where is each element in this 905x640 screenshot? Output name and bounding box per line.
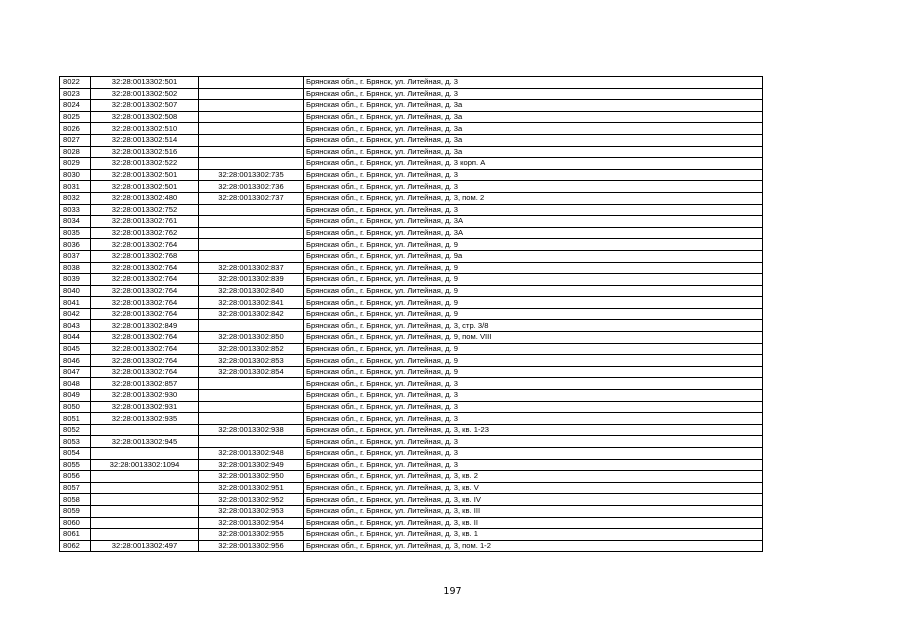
table-row (60, 320, 763, 332)
address-cell: Брянская обл., г. Брянск, ул. Литейная, д. 3 (304, 204, 763, 216)
related-cadastral-number-cell (199, 390, 304, 402)
cadastral-number-cell (91, 529, 199, 541)
table-row (60, 100, 763, 112)
address-cell: Брянская обл., г. Брянск, ул. Литейная, д. 9 (304, 262, 763, 274)
address-cell: Брянская обл., г. Брянск, ул. Литейная, д. 3а (304, 111, 763, 123)
table-row (60, 88, 763, 100)
related-cadastral-number-cell (199, 111, 304, 123)
cadastral-number-cell: 32:28:0013302:930 (91, 390, 199, 402)
related-cadastral-number-cell (199, 436, 304, 448)
table-row (60, 123, 763, 135)
table-row (60, 134, 763, 146)
table-body (60, 77, 763, 552)
table-row (60, 355, 763, 367)
cadastral-number-cell: 32:28:0013302:522 (91, 158, 199, 170)
related-cadastral-number-cell: 32:28:0013302:735 (199, 169, 304, 181)
address-cell: Брянская обл., г. Брянск, ул. Литейная, д. 9 (304, 366, 763, 378)
address-cell: Брянская обл., г. Брянск, ул. Литейная, д. 9 (304, 343, 763, 355)
row-number-cell: 8039 (60, 274, 91, 286)
table-row (60, 146, 763, 158)
related-cadastral-number-cell (199, 158, 304, 170)
row-number-cell: 8056 (60, 471, 91, 483)
row-number-cell: 8025 (60, 111, 91, 123)
related-cadastral-number-cell: 32:28:0013302:850 (199, 332, 304, 344)
cadastral-number-cell: 32:28:0013302:752 (91, 204, 199, 216)
related-cadastral-number-cell (199, 100, 304, 112)
row-number-cell: 8047 (60, 366, 91, 378)
cadastral-number-cell (91, 494, 199, 506)
row-number-cell: 8041 (60, 297, 91, 309)
cadastral-number-cell: 32:28:0013302:764 (91, 343, 199, 355)
row-number-cell: 8036 (60, 239, 91, 251)
address-cell: Брянская обл., г. Брянск, ул. Литейная, д. 3, кв. II (304, 517, 763, 529)
cadastral-number-cell: 32:28:0013302:497 (91, 540, 199, 552)
row-number-cell: 8040 (60, 285, 91, 297)
cadastral-number-cell (91, 505, 199, 517)
address-cell: Брянская обл., г. Брянск, ул. Литейная, д. 3 (304, 378, 763, 390)
cadastral-number-cell: 32:28:0013302:761 (91, 216, 199, 228)
address-cell: Брянская обл., г. Брянск, ул. Литейная, д. 3, пом. 2 (304, 192, 763, 204)
row-number-cell: 8042 (60, 308, 91, 320)
cadastral-number-cell: 32:28:0013302:762 (91, 227, 199, 239)
address-cell: Брянская обл., г. Брянск, ул. Литейная, д. 3а (304, 146, 763, 158)
cadastral-number-cell: 32:28:0013302:768 (91, 250, 199, 262)
address-cell: Брянская обл., г. Брянск, ул. Литейная, д. 3, кв. 1 (304, 529, 763, 541)
related-cadastral-number-cell (199, 320, 304, 332)
address-cell: Брянская обл., г. Брянск, ул. Литейная, д. 3 (304, 390, 763, 402)
table-row (60, 540, 763, 552)
row-number-cell: 8049 (60, 390, 91, 402)
related-cadastral-number-cell (199, 146, 304, 158)
related-cadastral-number-cell: 32:28:0013302:853 (199, 355, 304, 367)
cadastral-number-cell (91, 482, 199, 494)
related-cadastral-number-cell: 32:28:0013302:837 (199, 262, 304, 274)
cadastral-number-cell: 32:28:0013302:764 (91, 355, 199, 367)
table-row (60, 239, 763, 251)
table-row (60, 517, 763, 529)
cadastral-number-cell: 32:28:0013302:764 (91, 274, 199, 286)
row-number-cell: 8057 (60, 482, 91, 494)
address-cell: Брянская обл., г. Брянск, ул. Литейная, д. 9 (304, 239, 763, 251)
related-cadastral-number-cell: 32:28:0013302:842 (199, 308, 304, 320)
address-cell: Брянская обл., г. Брянск, ул. Литейная, д. 3А (304, 227, 763, 239)
related-cadastral-number-cell: 32:28:0013302:841 (199, 297, 304, 309)
cadastral-number-cell (91, 448, 199, 460)
address-cell: Брянская обл., г. Брянск, ул. Литейная, д. 3 (304, 169, 763, 181)
row-number-cell: 8026 (60, 123, 91, 135)
related-cadastral-number-cell: 32:28:0013302:736 (199, 181, 304, 193)
cadastral-number-cell: 32:28:0013302:1094 (91, 459, 199, 471)
related-cadastral-number-cell: 32:28:0013302:955 (199, 529, 304, 541)
cadastral-number-cell: 32:28:0013302:764 (91, 308, 199, 320)
table-row (60, 227, 763, 239)
related-cadastral-number-cell: 32:28:0013302:951 (199, 482, 304, 494)
related-cadastral-number-cell: 32:28:0013302:839 (199, 274, 304, 286)
cadastral-number-cell: 32:28:0013302:764 (91, 366, 199, 378)
row-number-cell: 8059 (60, 505, 91, 517)
related-cadastral-number-cell: 32:28:0013302:953 (199, 505, 304, 517)
table-row (60, 505, 763, 517)
cadastral-number-cell (91, 471, 199, 483)
row-number-cell: 8062 (60, 540, 91, 552)
table-row (60, 459, 763, 471)
row-number-cell: 8058 (60, 494, 91, 506)
related-cadastral-number-cell: 32:28:0013302:948 (199, 448, 304, 460)
address-cell: Брянская обл., г. Брянск, ул. Литейная, д. 3, кв. III (304, 505, 763, 517)
cadastral-number-cell: 32:28:0013302:764 (91, 332, 199, 344)
cadastral-number-cell: 32:28:0013302:510 (91, 123, 199, 135)
cadastral-number-cell: 32:28:0013302:516 (91, 146, 199, 158)
address-cell: Брянская обл., г. Брянск, ул. Литейная, д. 3 корп. А (304, 158, 763, 170)
row-number-cell: 8031 (60, 181, 91, 193)
related-cadastral-number-cell (199, 413, 304, 425)
row-number-cell: 8028 (60, 146, 91, 158)
row-number-cell: 8061 (60, 529, 91, 541)
related-cadastral-number-cell (199, 123, 304, 135)
address-cell: Брянская обл., г. Брянск, ул. Литейная, д. 3 (304, 436, 763, 448)
related-cadastral-number-cell (199, 88, 304, 100)
address-cell: Брянская обл., г. Брянск, ул. Литейная, д. 3 (304, 181, 763, 193)
address-cell: Брянская обл., г. Брянск, ул. Литейная, д. 3а (304, 134, 763, 146)
address-cell: Брянская обл., г. Брянск, ул. Литейная, д. 3 (304, 88, 763, 100)
table-row (60, 111, 763, 123)
row-number-cell: 8024 (60, 100, 91, 112)
related-cadastral-number-cell: 32:28:0013302:854 (199, 366, 304, 378)
cadastral-number-cell: 32:28:0013302:501 (91, 169, 199, 181)
cadastral-number-cell: 32:28:0013302:508 (91, 111, 199, 123)
related-cadastral-number-cell: 32:28:0013302:952 (199, 494, 304, 506)
address-cell: Брянская обл., г. Брянск, ул. Литейная, д. 3, стр. 3/8 (304, 320, 763, 332)
address-cell: Брянская обл., г. Брянск, ул. Литейная, д. 9 (304, 355, 763, 367)
table-row (60, 448, 763, 460)
related-cadastral-number-cell (199, 227, 304, 239)
row-number-cell: 8029 (60, 158, 91, 170)
table-row (60, 332, 763, 344)
table-row (60, 494, 763, 506)
row-number-cell: 8054 (60, 448, 91, 460)
address-cell: Брянская обл., г. Брянск, ул. Литейная, д. 3А (304, 216, 763, 228)
cadastral-number-cell: 32:28:0013302:514 (91, 134, 199, 146)
row-number-cell: 8045 (60, 343, 91, 355)
related-cadastral-number-cell: 32:28:0013302:938 (199, 424, 304, 436)
address-cell: Брянская обл., г. Брянск, ул. Литейная, д. 9 (304, 274, 763, 286)
address-cell: Брянская обл., г. Брянск, ул. Литейная, д. 3а (304, 123, 763, 135)
row-number-cell: 8037 (60, 250, 91, 262)
address-cell: Брянская обл., г. Брянск, ул. Литейная, д. 3, кв. 1-23 (304, 424, 763, 436)
table-row (60, 285, 763, 297)
address-cell: Брянская обл., г. Брянск, ул. Литейная, д. 9а (304, 250, 763, 262)
table-row (60, 158, 763, 170)
related-cadastral-number-cell: 32:28:0013302:954 (199, 517, 304, 529)
related-cadastral-number-cell (199, 378, 304, 390)
page-number: 197 (443, 586, 462, 597)
table-row (60, 262, 763, 274)
related-cadastral-number-cell (199, 401, 304, 413)
row-number-cell: 8053 (60, 436, 91, 448)
address-cell: Брянская обл., г. Брянск, ул. Литейная, д. 9 (304, 285, 763, 297)
address-cell: Брянская обл., г. Брянск, ул. Литейная, д. 3 (304, 413, 763, 425)
table-row (60, 471, 763, 483)
row-number-cell: 8032 (60, 192, 91, 204)
row-number-cell: 8051 (60, 413, 91, 425)
row-number-cell: 8033 (60, 204, 91, 216)
address-cell: Брянская обл., г. Брянск, ул. Литейная, д. 3 (304, 459, 763, 471)
address-cell: Брянская обл., г. Брянск, ул. Литейная, д. 9 (304, 308, 763, 320)
table-row (60, 181, 763, 193)
table-row (60, 297, 763, 309)
table-row (60, 204, 763, 216)
cadastral-number-cell: 32:28:0013302:764 (91, 239, 199, 251)
row-number-cell: 8043 (60, 320, 91, 332)
row-number-cell: 8022 (60, 77, 91, 89)
cadastral-number-cell: 32:28:0013302:764 (91, 262, 199, 274)
cadastral-number-cell: 32:28:0013302:480 (91, 192, 199, 204)
related-cadastral-number-cell: 32:28:0013302:949 (199, 459, 304, 471)
row-number-cell: 8046 (60, 355, 91, 367)
row-number-cell: 8055 (60, 459, 91, 471)
row-number-cell: 8050 (60, 401, 91, 413)
related-cadastral-number-cell (199, 134, 304, 146)
table-row (60, 343, 763, 355)
table-row (60, 169, 763, 181)
table-row (60, 378, 763, 390)
cadastral-number-cell: 32:28:0013302:931 (91, 401, 199, 413)
property-register-table (59, 76, 763, 552)
address-cell: Брянская обл., г. Брянск, ул. Литейная, д. 3 (304, 401, 763, 413)
cadastral-number-cell: 32:28:0013302:502 (91, 88, 199, 100)
related-cadastral-number-cell: 32:28:0013302:852 (199, 343, 304, 355)
table-row (60, 529, 763, 541)
row-number-cell: 8044 (60, 332, 91, 344)
row-number-cell: 8038 (60, 262, 91, 274)
related-cadastral-number-cell (199, 250, 304, 262)
address-cell: Брянская обл., г. Брянск, ул. Литейная, д. 3, кв. IV (304, 494, 763, 506)
cadastral-number-cell (91, 424, 199, 436)
address-cell: Брянская обл., г. Брянск, ул. Литейная, д. 3 (304, 448, 763, 460)
related-cadastral-number-cell (199, 216, 304, 228)
table-row (60, 424, 763, 436)
table-row (60, 401, 763, 413)
cadastral-number-cell: 32:28:0013302:507 (91, 100, 199, 112)
row-number-cell: 8052 (60, 424, 91, 436)
table-row (60, 390, 763, 402)
address-cell: Брянская обл., г. Брянск, ул. Литейная, д. 3, пом. 1-2 (304, 540, 763, 552)
table-row (60, 216, 763, 228)
row-number-cell: 8048 (60, 378, 91, 390)
row-number-cell: 8023 (60, 88, 91, 100)
address-cell: Брянская обл., г. Брянск, ул. Литейная, д. 3, кв. V (304, 482, 763, 494)
table-row (60, 274, 763, 286)
cadastral-number-cell: 32:28:0013302:849 (91, 320, 199, 332)
related-cadastral-number-cell: 32:28:0013302:956 (199, 540, 304, 552)
related-cadastral-number-cell (199, 77, 304, 89)
related-cadastral-number-cell (199, 204, 304, 216)
related-cadastral-number-cell: 32:28:0013302:737 (199, 192, 304, 204)
table-row (60, 250, 763, 262)
cadastral-number-cell: 32:28:0013302:501 (91, 77, 199, 89)
table-row (60, 366, 763, 378)
address-cell: Брянская обл., г. Брянск, ул. Литейная, д. 9, пом. VIII (304, 332, 763, 344)
table-row (60, 308, 763, 320)
table-row (60, 482, 763, 494)
cadastral-number-cell: 32:28:0013302:764 (91, 285, 199, 297)
table-row (60, 436, 763, 448)
related-cadastral-number-cell: 32:28:0013302:840 (199, 285, 304, 297)
related-cadastral-number-cell: 32:28:0013302:950 (199, 471, 304, 483)
cadastral-number-cell: 32:28:0013302:935 (91, 413, 199, 425)
cadastral-number-cell: 32:28:0013302:764 (91, 297, 199, 309)
related-cadastral-number-cell (199, 239, 304, 251)
address-cell: Брянская обл., г. Брянск, ул. Литейная, д. 3 (304, 77, 763, 89)
row-number-cell: 8060 (60, 517, 91, 529)
row-number-cell: 8035 (60, 227, 91, 239)
cadastral-number-cell (91, 517, 199, 529)
address-cell: Брянская обл., г. Брянск, ул. Литейная, д. 3а (304, 100, 763, 112)
cadastral-number-cell: 32:28:0013302:857 (91, 378, 199, 390)
row-number-cell: 8027 (60, 134, 91, 146)
address-cell: Брянская обл., г. Брянск, ул. Литейная, д. 9 (304, 297, 763, 309)
cadastral-number-cell: 32:28:0013302:945 (91, 436, 199, 448)
address-cell: Брянская обл., г. Брянск, ул. Литейная, д. 3, кв. 2 (304, 471, 763, 483)
row-number-cell: 8034 (60, 216, 91, 228)
row-number-cell: 8030 (60, 169, 91, 181)
table-row (60, 413, 763, 425)
table-row (60, 77, 763, 89)
table-row (60, 192, 763, 204)
cadastral-number-cell: 32:28:0013302:501 (91, 181, 199, 193)
